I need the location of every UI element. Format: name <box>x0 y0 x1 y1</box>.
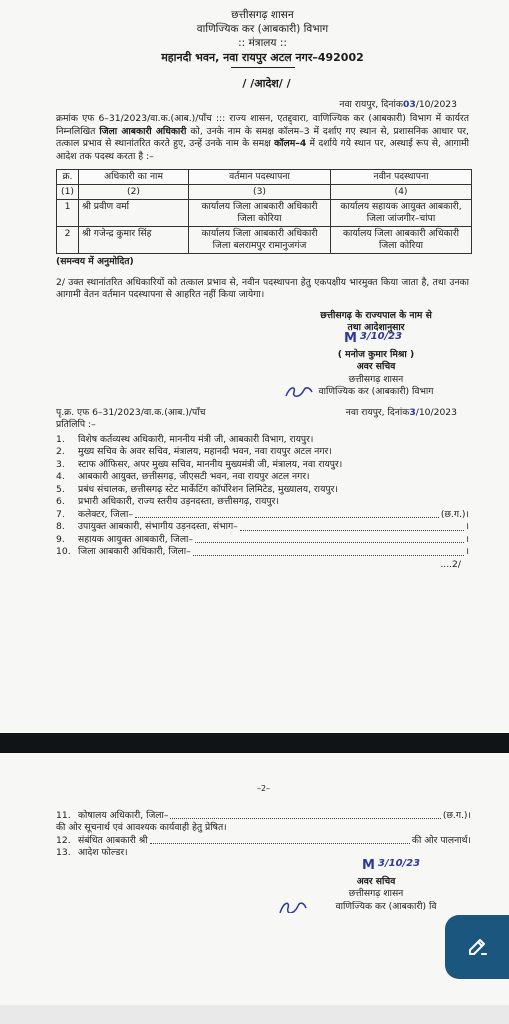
item-end: । <box>465 533 469 545</box>
order-date-day: 03 <box>402 98 416 110</box>
item-end: (छ.ग.)। <box>440 508 469 520</box>
item-end: । <box>465 521 469 532</box>
row-new: कार्यालय जिला आबकारी अधिकारी जिला कोरिया <box>331 227 472 254</box>
paragraph-2: 2/ उक्त स्थानांतरित अधिकारियों को तत्काल प्रभाव से, नवीन पदस्थापना हेतु एकपक्षीय भारमुक्त किया जाता है, तथा उनका आगामी वेतन वर्तमान पदस्थापना से आहरित नहीं किया जायेगा। <box>56 276 469 300</box>
item-text: स्टाफ ऑफिसर, अपर मुख्य सचिव, माननीय मुख्यमंत्री जी, मंत्रालय, नवा रायपुर। <box>78 458 343 470</box>
page-continue: ....2/ <box>440 558 461 570</box>
intro-paragraph <box>56 113 469 163</box>
fill-dots <box>150 835 410 845</box>
page-separator <box>0 733 509 753</box>
item-num: 13. <box>56 847 71 858</box>
header-new: नवीन पदस्थापना <box>331 170 472 185</box>
header-address: महानदी भवन, नवा रायपुर अटल नगर–492002 <box>161 51 364 64</box>
table-row <box>57 200 472 227</box>
row-new: कार्यालय सहायक आयुक्त आबकारी, जिला जांजगीर–चांपा <box>331 200 472 227</box>
list-item <box>56 521 469 534</box>
page-number: –2– <box>256 784 271 793</box>
colnum-2: (2) <box>79 185 189 200</box>
row-name: श्री गजेन्द्र कुमार सिंह <box>79 227 189 254</box>
endorsement-date-day: 3 <box>409 406 416 418</box>
order-date <box>56 99 469 112</box>
table-row <box>57 227 472 254</box>
header-sno: क्र. <box>57 170 79 185</box>
fill-dots <box>240 521 464 531</box>
list-item <box>56 434 469 447</box>
row-name: श्री प्रवीण वर्मा <box>79 200 189 227</box>
table-colnum-row <box>57 185 472 200</box>
row-current: कार्यालय जिला आबकारी अधिकारी जिला कोरिया <box>189 200 331 227</box>
header-department: वाणिज्यिक कर (आबकारी) विभाग <box>196 23 329 35</box>
list-item <box>56 509 469 522</box>
sig-handwriting <box>276 330 476 349</box>
endorsement-date <box>346 407 457 420</box>
copy-list <box>56 434 469 559</box>
intro-text-1: क्रमांक एफ 6–31/2023/वा.क.(आब.)/पाँच ::: राज्य शासन, एतद्द्वारा, वाणिज्यिक कर (आबकारी) विभाग में कार्यरत निम्नलिखित <box>56 113 469 137</box>
sig-line-2: तथा आदेशानुसार <box>347 322 405 333</box>
item-num: 10. <box>56 546 71 557</box>
list-item <box>56 496 469 509</box>
colnum-4: (4) <box>331 185 472 200</box>
item-num: 4. <box>56 471 65 482</box>
sig-handwritten-date: 3/10/23 <box>360 330 403 342</box>
item-num: 9. <box>56 533 65 545</box>
signer-dept-line <box>276 386 476 399</box>
list-item <box>56 546 469 559</box>
endorsement-date-prefix: नवा रायपुर, दिनांक <box>345 406 410 418</box>
endorsement-line <box>56 407 469 420</box>
item-end: । <box>465 546 469 557</box>
item-text: प्रबंध संचालक, छत्तीसगढ़ स्टेट मार्केटिंग कॉर्पोरेशन लिमिटेड, मुख्यालय, रायपुर। <box>78 483 338 495</box>
table-header-row <box>57 170 472 185</box>
row-current: कार्यालय जिला आबकारी अधिकारी जिला बलरामपुर रामानुजगंज <box>189 227 331 254</box>
fill-dots <box>135 509 439 519</box>
forward-line: की ओर सूचनार्थ एवं आवश्यक कार्यवाही हेतु प्रेषित। <box>56 822 227 833</box>
signature-scribble-icon <box>278 901 308 914</box>
intro-bold-2: कॉलम–4 <box>274 138 307 149</box>
transfer-table <box>56 169 472 254</box>
order-date-suffix: /10/2023 <box>415 98 457 110</box>
header-name: अधिकारी का नाम <box>79 170 189 185</box>
list-item <box>56 810 471 823</box>
sig-line-1: छत्तीसगढ़ के राज्यपाल के नाम से <box>320 309 432 321</box>
intro-bold-1: जिला आबकारी अधिकारी <box>99 125 187 137</box>
endorsement-date-suffix: /10/2023 <box>415 406 457 418</box>
edit-fab-button[interactable] <box>445 915 509 979</box>
signature-scribble-icon <box>284 384 314 400</box>
list-item <box>56 835 471 848</box>
item-text: आदेश फोल्डर। <box>78 847 128 858</box>
page2-dept: वाणिज्यिक कर (आबकारी) वि <box>335 900 437 912</box>
intro-text-2: को, उनके नाम के समक्ष कॉलम–3 में दर्शाए गए स्थान से, प्रशासनिक आधार पर, तत्काल प्रभाव से स्थानांतरित करते हुए, उन्हें उनके नाम के समक्ष <box>56 125 469 149</box>
item-num: 1. <box>56 433 65 445</box>
fill-dots <box>193 546 464 556</box>
item-num: 12. <box>56 834 71 846</box>
copy-label: प्रतिलिपि :– <box>56 419 96 430</box>
item-text: आबकारी आयुक्त, छत्तीसगढ़, जीएसटी भवन, नवा रायपुर अटल नगर। <box>78 471 310 482</box>
intro-text-3: में दर्शाये गये स्थान पर, अस्थाई रूप से, आगामी आदेश तक पदस्थ करता है :– <box>56 138 469 162</box>
item-text: सहायक आयुक्त आबकारी, जिला– <box>78 533 194 545</box>
signer-designation: अवर सचिव <box>356 361 396 372</box>
item-num: 8. <box>56 521 65 532</box>
page2-designation: अवर सचिव <box>356 875 396 887</box>
item-text: विशेष कर्तव्यस्थ अधिकारी, माननीय मंत्री जी, आबकारी विभाग, रायपुर। <box>78 433 314 445</box>
order-title: / /आदेश/ / <box>242 77 291 90</box>
list-item <box>56 484 469 497</box>
row-sno: 1 <box>57 200 79 227</box>
page2-sig-handwriting <box>276 857 476 876</box>
item-num: 3. <box>56 458 65 470</box>
item-text: मुख्य सचिव के अवर सचिव, मंत्रालय, महानदी भवन, नवा रायपुर अटल नगर। <box>78 446 332 457</box>
fill-dots <box>195 534 463 544</box>
item-num: 11. <box>56 809 71 821</box>
page2-gov: छत्तीसगढ़ शासन <box>348 888 404 899</box>
signer-name: ( मनोज कुमार मिश्रा ) <box>337 348 415 360</box>
order-date-prefix: नवा रायपुर, दिनांक <box>339 98 403 110</box>
item-text: संबंधित आबकारी श्री <box>78 834 148 846</box>
header-state: छत्तीसगढ़ शासन <box>231 9 294 21</box>
item-text: प्रभारी अधिकारी, राज्य स्तरीय उड़नदस्ता, छत्तीसगढ़, रायपुर। <box>78 496 279 507</box>
signature-block <box>276 310 476 399</box>
item-text: कलेक्टर, जिला– <box>78 508 133 520</box>
row-sno: 2 <box>57 227 79 254</box>
list-item <box>56 446 469 459</box>
item-end: (छ.ग.)। <box>442 809 471 821</box>
edit-pen-icon <box>464 934 490 960</box>
list-item <box>56 534 469 547</box>
page2-dept-line <box>276 901 476 914</box>
bottom-bar <box>0 1005 509 1024</box>
list-item <box>56 471 469 484</box>
header-ministry: :: मंत्रालय :: <box>238 37 287 49</box>
item-end: की ओर पालनार्थ। <box>411 834 471 846</box>
item-text: उपायुक्त आबकारी, संभागीय उड़नदस्ता, संभाग– <box>78 521 238 532</box>
signer-dept: वाणिज्यिक कर (आबकारी) विभाग <box>318 386 434 397</box>
item-num: 5. <box>56 483 65 495</box>
document-page-2 <box>0 753 509 1005</box>
page2-signature-block <box>276 857 476 914</box>
signer-gov: छत्तीसगढ़ शासन <box>348 373 404 385</box>
sig-initials: M <box>344 330 357 346</box>
item-text: कोषालय अधिकारी, जिला– <box>78 809 169 821</box>
list-item <box>56 459 469 472</box>
colnum-1: (1) <box>57 185 79 200</box>
item-text: जिला आबकारी अधिकारी, जिला– <box>78 546 191 557</box>
table-note: (समन्वय में अनुमोदित) <box>56 256 134 267</box>
colnum-3: (3) <box>189 185 331 200</box>
fill-dots <box>170 810 440 820</box>
page2-sig-initials: M <box>362 857 375 873</box>
header-divider <box>231 67 295 68</box>
page2-sig-date: 3/10/23 <box>378 857 421 869</box>
item-num: 6. <box>56 496 65 507</box>
item-num: 7. <box>56 508 65 520</box>
endorsement-ref: पृ.क्र. एफ 6–31/2023/वा.क.(आब.)/पाँच <box>56 406 206 418</box>
header-current: वर्तमान पदस्थापना <box>189 170 331 185</box>
item-num: 2. <box>56 446 65 457</box>
